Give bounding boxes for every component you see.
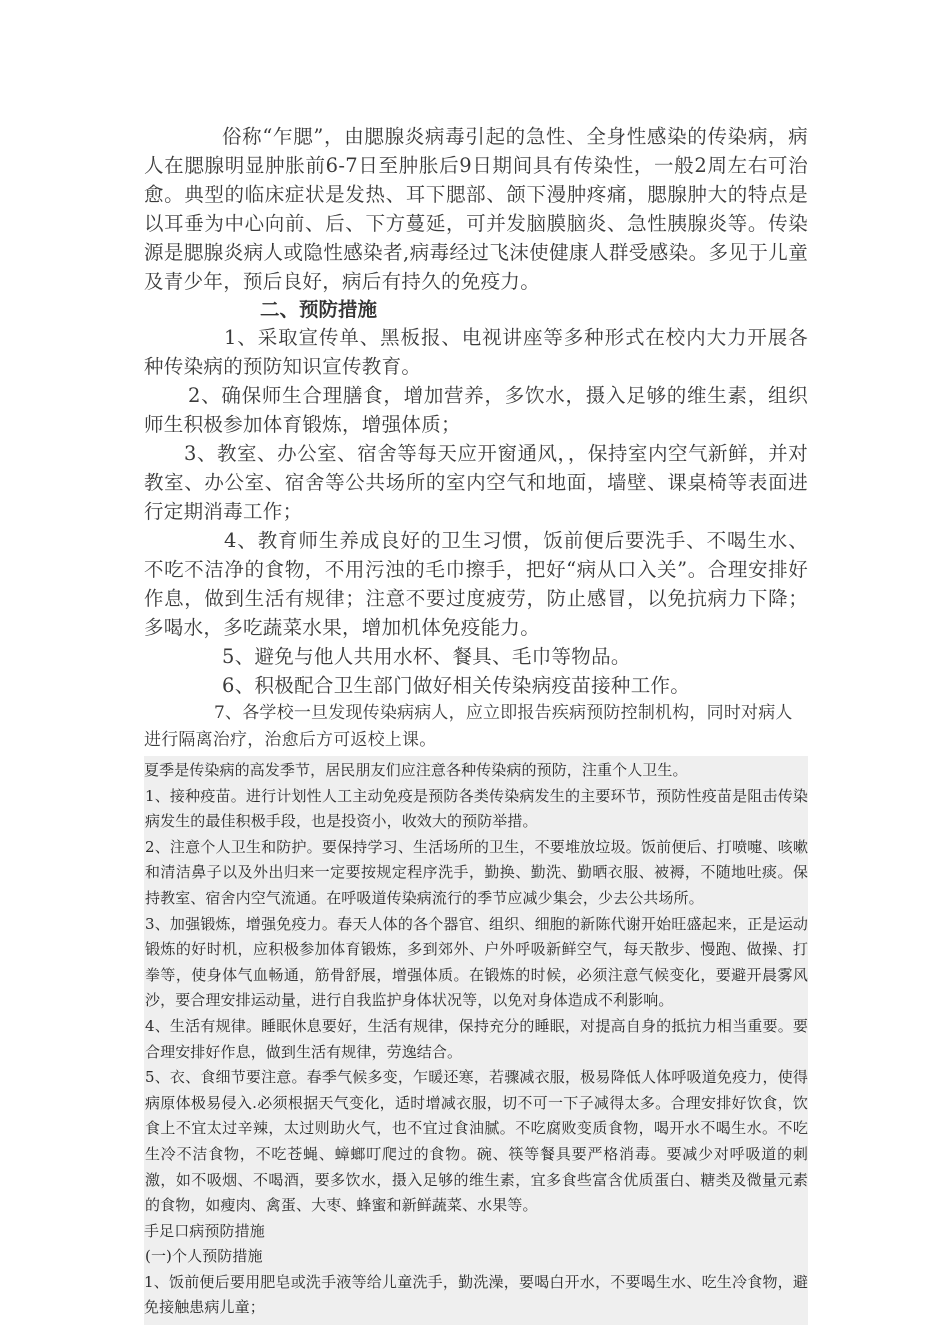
summer-item-3: 3、加强锻炼，增强免疫力。春天人体的各个器官、组织、细胞的新陈代谢开始旺盛起来，正是运动锻炼的好时机，应积极参加体育锻炼，多到郊外、户外呼吸新鲜空气，每天散步、慢跑、做操、打拳等，使身体气血畅通，筋骨舒展，增强体质。在锻炼的时候，必须注意气候变化，要避开晨雾风沙，要合理安排运动量，进行自我监护身体状况等，以免对身体造成不利影响。 xyxy=(145,914,808,1010)
summer-intro: 夏季是传染病的高发季节，居民朋友们应注意各种传染病的预防，注重个人卫生。 xyxy=(144,761,688,779)
summer-item-1: 1、接种疫苗。进行计划性人工主动免疫是预防各类传染病发生的主要环节，预防性疫苗是阻击传染病发生的最佳积极手段，也是投资小，收效大的预防举措。 xyxy=(145,786,808,831)
measure-item-6: 6、积极配合卫生部门做好相关传染病疫苗接种工作。 xyxy=(222,674,691,697)
hfmd-item-1: 1、饭前便后要用肥皂或洗手液等给儿童洗手，勤洗澡，要喝白开水，不要喝生水、吃生冷食物，避免接触患病儿童； xyxy=(144,1272,808,1317)
measure-item-7: 7、各学校一旦发现传染病病人，应立即报告疾病预防控制机构，同时对病人进行隔离治疗，治愈后方可返校上课。 xyxy=(144,703,793,750)
measure-item-2: 2、确保师生合理膳食，增加营养，多饮水，摄入足够的维生素，组织师生积极参加体育锻炼，增强体质； xyxy=(144,384,808,436)
document-page xyxy=(144,122,808,1325)
summer-item-5: 5、衣、食细节要注意。春季气候多变，乍暖还寒，若骤减衣服，极易降低人体呼吸道免疫力，使得病原体极易侵入.必须根据天气变化，适时增减衣服，切不可一下子减得太多。合理安排好饮食，饮食上不宜太过辛辣，太过则助火气，也不宜过食油腻。不吃腐败变质食物，喝开水不喝生水。不吃生冷不洁食物，不吃苍蝇、蟑螂叮爬过的食物。碗、筷等餐具要严格消毒。要减少对呼吸道的刺激，如不吸烟、不喝酒，要多饮水，摄入足够的维生素，宜多食些富含优质蛋白、糖类及微量元素的食物，如瘦肉、禽蛋、大枣、蜂蜜和新鲜蔬菜、水果等。 xyxy=(145,1068,808,1215)
section-heading: 二、预防措施 xyxy=(260,298,378,321)
summer-item-4: 4、生活有规律。睡眠休息要好，生活有规律，保持充分的睡眠，对提高自身的抵抗力相当重要。要合理安排好作息，做到生活有规律，劳逸结合。 xyxy=(145,1016,808,1061)
measure-item-4: 4、教育师生养成良好的卫生习惯，饭前便后要洗手、不喝生水、不吃不洁净的食物，不用污浊的毛巾擦手，把好“病从口入关”。合理安排好作息，做到生活有规律；注意不要过度疲劳，防止感冒，以免抗病力下降；多喝水，多吃蔬菜水果，增加机体免疫能力。 xyxy=(144,529,808,639)
intro-paragraph: 俗称“乍腮”，由腮腺炎病毒引起的急性、全身性感染的传染病，病人在腮腺明显肿胀前6-7日至肿胀后9日期间具有传染性，一般2周左右可治愈。典型的临床症状是发热、耳下腮部、颌下漫肿疼痛，腮腺肿大的特点是以耳垂为中心向前、后、下方蔓延，可并发脑膜脑炎、急性胰腺炎等。传染源是腮腺炎病人或隐性感染者,病毒经过飞沫使健康人群受感染。多见于儿童及青少年，预后良好，病后有持久的免疫力。 xyxy=(144,125,808,293)
hfmd-subtitle: (一)个人预防措施 xyxy=(145,1247,263,1266)
summer-item-2: 2、注意个人卫生和防护。要保持学习、生活场所的卫生，不要堆放垃圾。饭前便后、打喷嚏、咳嗽和清洁鼻子以及外出归来一定要按规定程序洗手，勤换、勤洗、勤晒衣服、被褥，不随地吐痰。保持教室、宿舍内空气流通。在呼吸道传染病流行的季节应减少集会，少去公共场所。 xyxy=(145,837,808,907)
measure-item-3: 3、教室、办公室、宿舍等每天应开窗通风，，保持室内空气新鲜，并对教室、办公室、宿舍等公共场所的室内空气和地面，墙壁、课桌椅等表面进行定期消毒工作； xyxy=(144,442,808,523)
hfmd-title: 手足口病预防措施 xyxy=(144,1221,265,1240)
summer-prevention-section xyxy=(144,756,808,1325)
measure-item-1: 1、采取宣传单、黑板报、电视讲座等多种形式在校内大力开展各种传染病的预防知识宣传教育。 xyxy=(144,326,808,378)
measure-item-5: 5、避免与他人共用水杯、餐具、毛巾等物品。 xyxy=(222,645,631,668)
